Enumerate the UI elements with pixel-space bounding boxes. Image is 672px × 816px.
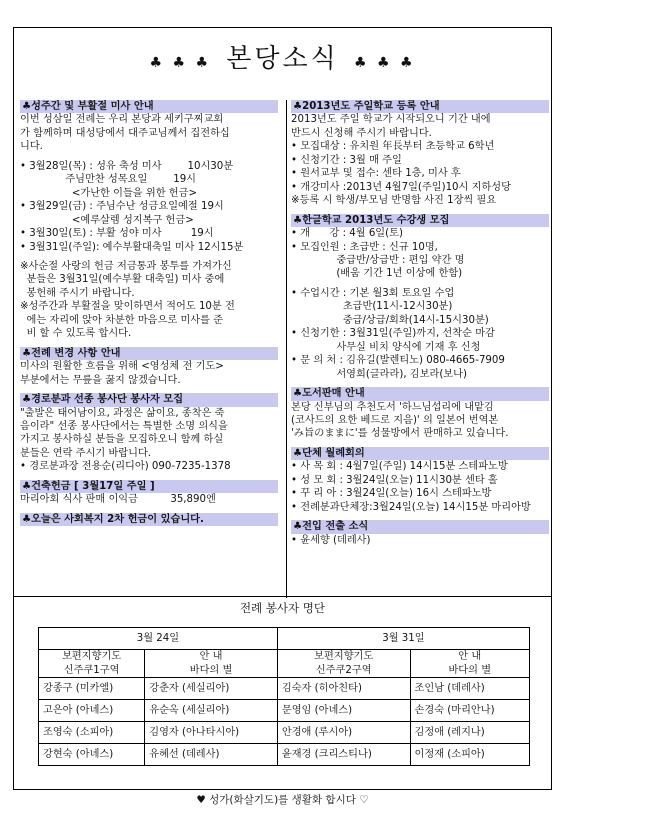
section-line: 주님만찬 성목요일 19시 xyxy=(20,174,197,186)
col-sub: 바다의 별 xyxy=(410,664,529,678)
left-column xyxy=(20,100,278,532)
roster-cell: 이정재 (소피아) xyxy=(410,744,529,766)
notice-section xyxy=(291,387,549,441)
roster-cell: 유순옥 (세실리아) xyxy=(145,700,278,722)
roster-cell: 강춘자 (세실리아) xyxy=(145,678,278,700)
section-heading: ♣경로분과 선종 봉사단 봉사자 모집 xyxy=(20,393,278,406)
section-line: 반드시 신청해 주시기 바랍니다. xyxy=(291,127,432,139)
title-text: 본당소식 xyxy=(226,44,339,74)
section-line: • 개 강 : 4월 6일(토) xyxy=(291,228,403,240)
section-heading: ♣단체 월례회의 xyxy=(291,447,549,460)
section-line: • 경로분과장 전용순(리디아) 090-7235-1378 xyxy=(20,461,231,473)
section-line: 중급반/상급반 : 편입 약간 명 xyxy=(291,254,465,266)
section-line: 부분에서는 무릎을 꿇지 않겠습니다. xyxy=(20,374,181,386)
notice-section xyxy=(20,513,278,526)
notice-section xyxy=(20,347,278,387)
roster-cell: 손경숙 (마리안나) xyxy=(410,700,529,722)
section-line: • 윤세향 (데레사) xyxy=(291,534,371,546)
section-line: • 성 모 회 : 3월24일(오늘) 11시30분 센타 홀 xyxy=(291,474,498,486)
notice-section xyxy=(291,100,549,208)
section-line: 사무실 비치 양식에 기재 후 신청 xyxy=(291,341,481,353)
section-line: 에는 자리에 앉아 차분한 마음으로 미사를 준 xyxy=(20,314,224,326)
footer-motto: ♥ 성가(화살기도)를 생활화 합시다 ♡ xyxy=(196,794,369,806)
roster-cell: 강종구 (미카엘) xyxy=(39,678,145,700)
roster-cell: 윤재경 (크리스티나) xyxy=(277,744,410,766)
section-line: • 3월28일(목) : 성유 축성 미사 10시30분 xyxy=(20,160,234,172)
section-line: ※성주간과 부활절을 맞이하면서 적어도 10분 전 xyxy=(20,301,235,313)
table-row xyxy=(39,700,530,722)
section-line: <예루살렘 성지복구 헌금> xyxy=(20,214,194,226)
col-sub: 신주쿠2구역 xyxy=(277,664,410,678)
section-line: • 3월31일(주일): 예수부활대축일 미사 12시15분 xyxy=(20,241,244,253)
section-line: • 개강미사 :2013년 4월7일(주일)10시 지하성당 xyxy=(291,181,511,193)
col-head: 보편지향기도 xyxy=(39,650,145,664)
roster-date-2: 3월 31일 xyxy=(277,628,529,650)
roster-table xyxy=(38,627,530,766)
right-column xyxy=(291,100,549,553)
section-line: 'み旨のままに'를 성물방에서 판매하고 있습니다. xyxy=(291,428,509,440)
col-sub: 바다의 별 xyxy=(145,664,278,678)
section-line: 음이라" 선종 봉사단에서는 특별한 소명 의식을 xyxy=(20,420,228,432)
page-title xyxy=(14,42,551,76)
section-line: 니다. xyxy=(20,141,43,153)
section-line: • 꾸 리 아 : 3월24일(오늘) 16시 스테파노방 xyxy=(291,488,492,500)
section-heading: ♣2013년도 주일학교 등록 안내 xyxy=(291,100,549,113)
section-line: 비 할 수 있도록 합시다. xyxy=(20,328,132,340)
section-line: <가난한 이들을 위한 헌금> xyxy=(20,187,198,199)
section-line: (코사드의 요한 베드로 지음)' 의 일본어 번역본 xyxy=(291,414,499,426)
notice-section xyxy=(20,393,278,474)
roster-cell: 조영숙 (소피아) xyxy=(39,722,145,744)
section-heading: ♣성주간 및 부활절 미사 안내 xyxy=(20,100,278,113)
section-line: • 사 목 회 : 4월7일(주일) 14시15분 스테파노방 xyxy=(291,461,508,473)
roster-cell: 조인남 (데레사) xyxy=(410,678,529,700)
section-line: 분들은 연락 주시기 바랍니다. xyxy=(20,447,152,459)
roster-cell: 김숙자 (히아친타) xyxy=(277,678,410,700)
section-heading: ♣전례 변경 사항 안내 xyxy=(20,347,278,360)
section-heading: ♣전입 전출 소식 xyxy=(291,520,549,533)
section-heading: ♣오늘은 사회복지 2차 헌금이 있습니다. xyxy=(20,513,278,526)
roster-date-1: 3월 24일 xyxy=(39,628,278,650)
section-line: • 전례분과단체장:3월24일(오늘) 14시15분 마리아방 xyxy=(291,501,531,513)
section-heading: ♣한글학교 2013년도 수강생 모집 xyxy=(291,214,549,227)
section-line: • 신청기간 : 3월 매 주일 xyxy=(291,154,402,166)
col-head: 안 내 xyxy=(145,650,278,664)
col-head: 안 내 xyxy=(410,650,529,664)
table-row xyxy=(39,678,530,700)
section-line: 봉헌해 주시기 바랍니다. xyxy=(20,287,135,299)
notice-section xyxy=(291,214,549,381)
col-head: 보편지향기도 xyxy=(277,650,410,664)
section-line: 마리아회 식사 판매 이익금 35,890엔 xyxy=(20,494,216,506)
roster-cell: 김정애 (레지나) xyxy=(410,722,529,744)
section-line: • 모집대상 : 유치원 年長부터 초등학교 6학년 xyxy=(291,141,495,153)
roster-cell: 고은아 (아녜스) xyxy=(39,700,145,722)
roster-cell: 안경애 (루시아) xyxy=(277,722,410,744)
club-icons-left: ♣ ♣ ♣ xyxy=(149,55,211,71)
section-line: • 원서교부 및 접수: 센타 1층, 미사 후 xyxy=(291,168,461,180)
col-sub: 신주쿠1구역 xyxy=(39,664,145,678)
section-line: • 3월29일(금) : 주님수난 성금요일예절 19시 xyxy=(20,201,224,213)
roster-cell: 강현숙 (아녜스) xyxy=(39,744,145,766)
table-row xyxy=(39,722,530,744)
section-line: 분들은 3월31일(예수부활 대축일) 미사 중에 xyxy=(20,274,225,286)
roster-cell: 김영자 (아나타시아) xyxy=(145,722,278,744)
section-line: (배움 기간 1년 이상에 한함) xyxy=(291,268,463,280)
section-line: 서영희(글라라), 김보라(보나) xyxy=(291,368,467,380)
section-line: 중급/상급/회화(14시-15시30분) xyxy=(291,314,489,326)
section-line: 가지고 봉사하실 분들을 모집하오니 함께 하실 xyxy=(20,434,224,446)
section-line: • 신청기한 : 3월31일(주일)까지, 선착순 마감 xyxy=(291,328,495,340)
section-line: "출발은 태어남이요, 과정은 삶이요, 종착은 죽 xyxy=(20,407,225,419)
section-line: 2013년도 주일 학교가 시작되오니 기간 내에 xyxy=(291,114,491,126)
notice-section xyxy=(291,520,549,547)
section-line: 가 함께하며 대성당에서 대주교님께서 집전하십 xyxy=(20,127,230,139)
section-line: ※등록 시 학생/부모님 반명함 사진 1장씩 필요 xyxy=(291,195,497,207)
section-line: • 모집인원 : 초급반 : 신규 10명, xyxy=(291,241,438,253)
table-row xyxy=(39,744,530,766)
column-divider xyxy=(286,100,287,598)
notice-section xyxy=(291,447,549,514)
section-line: ※사순절 사랑의 헌금 저금통과 봉투를 가져가신 xyxy=(20,260,232,272)
section-heading: ♣건축헌금 [ 3월17일 주일 ] xyxy=(20,480,278,493)
section-line: 초급반(11시-12시30분) xyxy=(291,301,453,313)
section-heading: ♣도서판매 안내 xyxy=(291,387,549,400)
section-line: 미사의 원활한 흐름을 위해 <영성체 전 기도> xyxy=(20,361,224,373)
section-line: • 문 의 처 : 김유길(발렌티노) 080-4665-7909 xyxy=(291,355,505,367)
bulletin-frame xyxy=(13,27,552,790)
section-line: 본당 신부님의 추천도서 '하느님섭리에 내맡김 xyxy=(291,401,494,413)
roster-section xyxy=(14,596,551,760)
club-icons-right: ♣ ♣ ♣ xyxy=(354,55,416,71)
notice-section xyxy=(20,100,278,341)
roster-cell: 유혜선 (데레사) xyxy=(145,744,278,766)
roster-title: 전례 봉사자 명단 xyxy=(239,601,326,615)
section-line: 이번 성삼일 전례는 우리 본당과 세키구찌교회 xyxy=(20,114,224,126)
roster-cell: 문영임 (아녜스) xyxy=(277,700,410,722)
notice-section xyxy=(20,480,278,507)
section-line: • 3월30일(토) : 부활 성야 미사 19시 xyxy=(20,228,214,240)
section-line: • 수업시간 : 기본 월3회 토요일 수업 xyxy=(291,287,455,299)
